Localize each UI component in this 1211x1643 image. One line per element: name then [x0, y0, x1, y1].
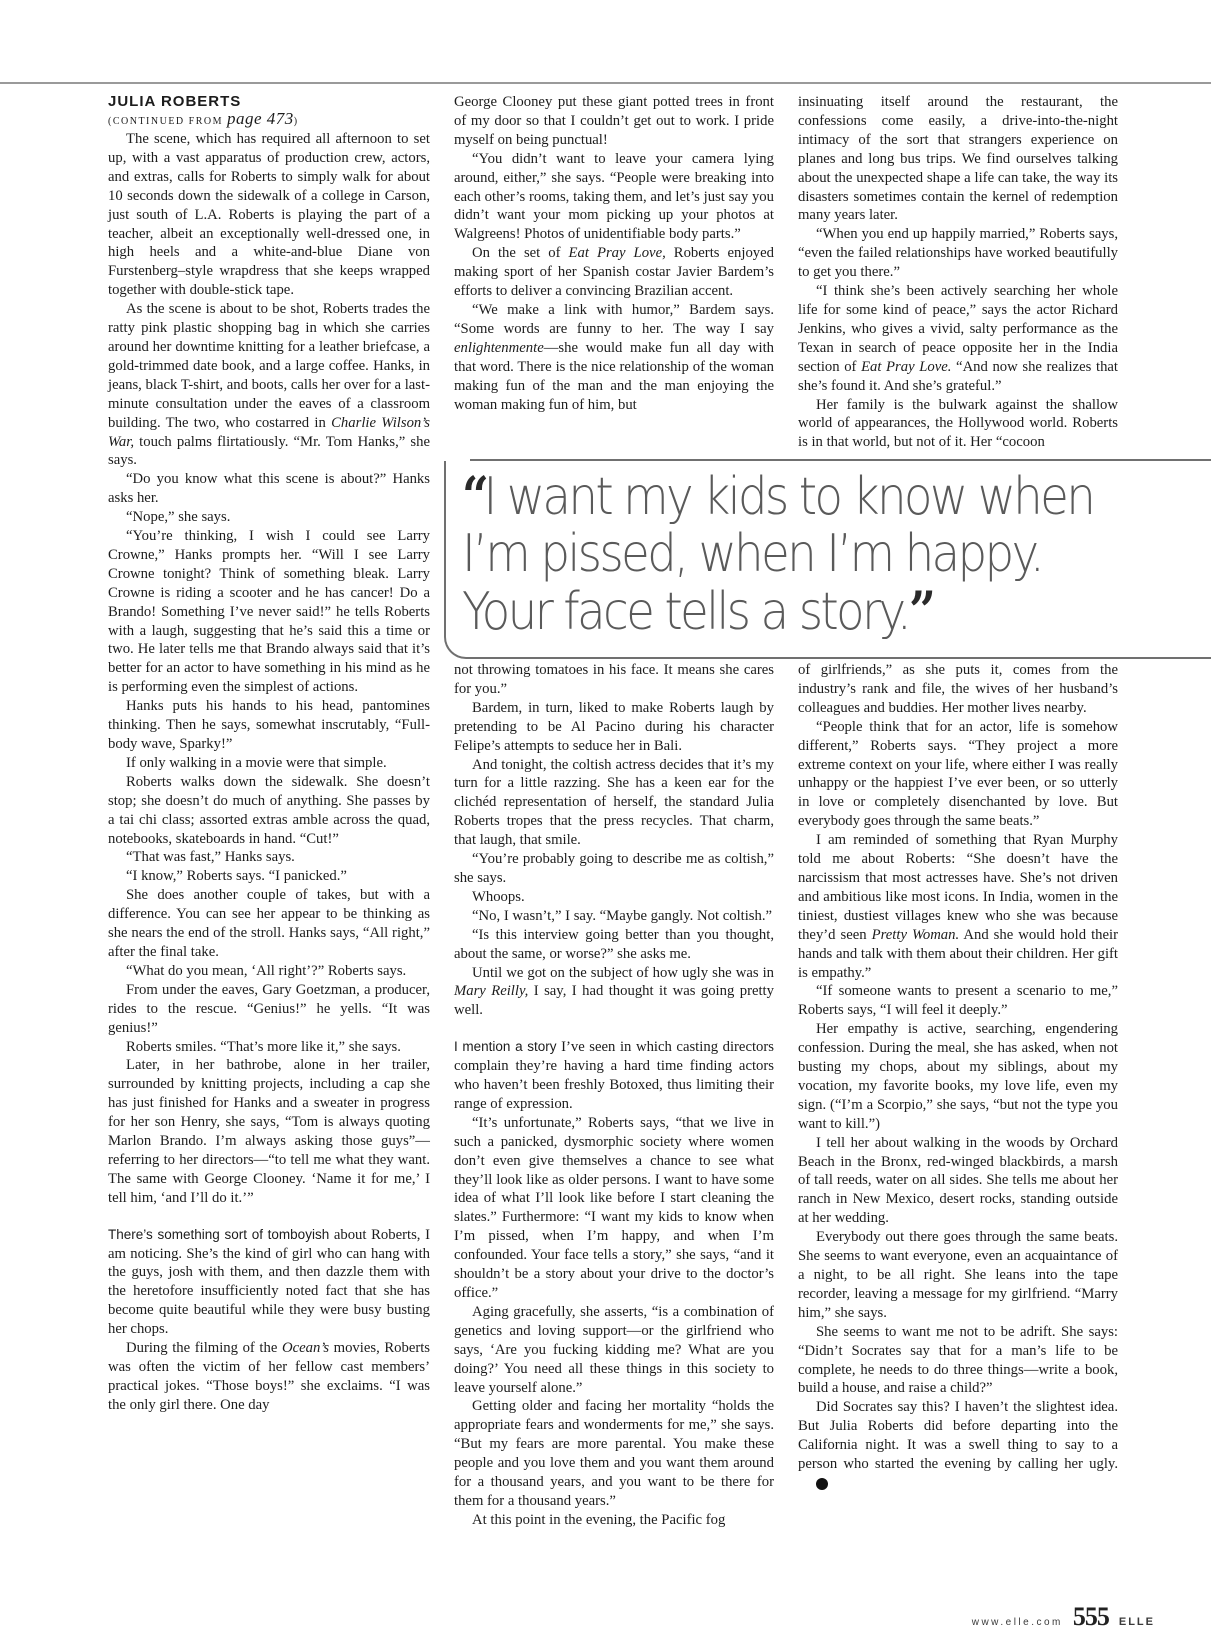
- paragraph: “That was fast,” Hanks says.: [126, 849, 295, 866]
- paragraph: She seems to want me not to be adrift. She says: “Didn’t Socrates say that for a man’s life to be complete, he needs to do three things—write a book, build a house, and raise a child?”: [798, 1323, 1118, 1397]
- paragraph: Getting older and facing her mortality “holds the appropriate fears and wonderments for me,” she says. “But my fears are more parental. You make these people and you love them and you want them around for a thousand years, and you want to be there for them for a thousand years.”: [454, 1398, 774, 1509]
- paragraph: insinuating itself around the restaurant, the confessions come easily, a drive-into-the-night intimacy of the sort that strangers experience on planes and long bus trips. We find ourselves talking about the unexpected shape a life can take, the way its disasters sometimes contain the kernel of redemption many years later.: [798, 94, 1118, 224]
- paragraph: “You didn’t want to leave your camera lying around, either,” she says. “People were breaking into each other’s rooms, taking them, and let’s just say you didn’t want your mom picking up your photos at Walgreens! Photos of unidentifiable body parts.”: [454, 150, 774, 243]
- paragraph: Roberts smiles. “That’s more like it,” she says.: [126, 1038, 401, 1055]
- paragraph: If only walking in a movie were that simple.: [126, 754, 387, 771]
- continued-from-line: (CONTINUED FROM page 473): [108, 109, 299, 128]
- paragraph: Did Socrates say this? I haven’t the slightest idea. But Julia Roberts did before departing into the California night. It was a swell thing to say to a person who started the evening by calling her ugly.: [798, 1398, 1118, 1493]
- story-name-header: JULIA ROBERTS: [108, 93, 242, 110]
- paragraph: She does another couple of takes, but with a difference. You can see her appear to be thinking as she nears the end of the stroll. Hanks says, “All right,” after the final take.: [108, 887, 430, 960]
- paragraph: From under the eaves, Gary Goetzman, a producer, rides to the rescue. “Genius!” he yells. “It was genius!”: [108, 981, 430, 1036]
- section-lead-in: There’s something sort of tomboyish: [108, 1226, 330, 1242]
- paragraph: “You’re thinking, I wish I could see Larry Crowne,” Hanks prompts her. “Will I see Larry Crowne tonight? Think of something bleak. Larry Crowne is riding a scooter and he has cancer! Do a Brando! Something I’ve never said!” he tells Roberts with a laugh, suggesting that he’s said this a time or two. He later tells me that Brando always said that it’s better for an actor to have something in his mind as he is performing even the simplest of actions.: [108, 528, 430, 696]
- paragraph: Her empathy is active, searching, engendering confession. During the meal, she has asked, when not busting my chops, about my siblings, about my vocation, my favorite books, my love life, even my sign. (“I’m a Scorpio,” she says, “but not the type you want to kill.”): [798, 1021, 1118, 1132]
- paragraph: I tell her about walking in the woods by Orchard Beach in the Bronx, red-winged blackbirds, a marsh of tall reeds, water on all sides. She tells me about her ranch in New Mexico, desert rocks, standing outside at her wedding.: [798, 1134, 1118, 1227]
- paragraph: Everybody out there goes through the same beats. She seems to want everyone, even an acquaintance of a night, to be all right. She leans into the tape recorder, leaving a message for my girlfriend. “Marry him,” she says.: [798, 1229, 1118, 1321]
- section-lead-in: I mention a story: [454, 1039, 557, 1055]
- paragraph: “Is this interview going better than you thought, about the same, or worse?” she asks me.: [454, 926, 774, 962]
- paragraph: “If someone wants to present a scenario to me,” Roberts says, “I will feel it deeply.”: [798, 983, 1118, 1019]
- paragraph: Bardem, in turn, liked to make Roberts laugh by pretending to be Al Pacino during his character Felipe’s attempts to seduce her in Bali.: [454, 699, 774, 754]
- paragraph: “People think that for an actor, life is somehow different,” Roberts says. “They project a more extreme context on your life, where either I was really unhappy or the happiest I’ve ever been, or so utterly in love or completely disenchanted by love. But everybody goes through the same beats.”: [798, 718, 1118, 830]
- paragraph: I am reminded of something that Ryan Murphy told me about Roberts: “She doesn’t have the narcissism that most actresses have. She’s not driven and ambitious like most icons. In India, women in the tiniest, dustiest villages knew who she was because they’d seen Pretty Woman. And she would hold their hands and talk with them about their children. Her gift is empathy.”: [798, 832, 1118, 981]
- paragraph: of girlfriends,” as she puts it, comes from the industry’s rank and file, the wives of her husband’s colleagues and buddies. Her mother lives nearby.: [798, 662, 1118, 716]
- close-quote-mark: ”: [909, 581, 931, 642]
- paragraph: “When you end up happily married,” Roberts says, “even the failed relationships have worked beautifully to get you there.”: [798, 226, 1118, 281]
- paragraph: The scene, which has required all afternoon to set up, with a vast apparatus of production crew, actors, and extras, calls for Roberts to simply walk for about 10 seconds down the sidewalk of a college in Carson, just south of L.A. Roberts is playing the part of a teacher, albeit an exceptionally well-dressed one, in high heels and a white-and-blue Diane von Furstenberg–style wrapdress that she keeps wrapped together with double-stick tape.: [108, 131, 430, 299]
- website-url: www.elle.com: [971, 1617, 1063, 1628]
- paragraph: “No, I wasn’t,” I say. “Maybe gangly. Not coltish.”: [472, 907, 773, 924]
- paragraph: Until we got on the subject of how ugly she was in Mary Reilly, I say, I had thought it was going pretty well.: [454, 964, 774, 1019]
- paragraph: Whoops.: [472, 888, 525, 905]
- paragraph: Later, in her bathrobe, alone in her trailer, surrounded by knitting projects, including a cap she has just finished for Hanks and a sweater in progress for her son Henry, she says, “Tom is always quoting Marlon Brando. I’m always asking those guys”—referring to her directors—“to tell me what they want. The same with George Clooney. ‘Name it for me,’ I tell him, ‘and I’ll do it.’”: [108, 1057, 430, 1206]
- page-number: 555: [1072, 1602, 1109, 1631]
- open-quote-mark: “: [462, 466, 484, 527]
- top-rule: [0, 82, 1211, 84]
- paragraph: Aging gracefully, she asserts, “is a combination of genetics and loving support—or the girlfriend who says, ‘Are you fucking kidding me? What are you doing?’ You need all these things in this society to leave yourself alone.”: [454, 1303, 774, 1396]
- pull-quote: [462, 468, 1128, 641]
- section-paragraph: I mention a story I’ve seen in which casting directors complain they’re having a hard time finding actors who haven’t been freshly Botoxed, thus limiting their range of expression.: [454, 1039, 774, 1112]
- paragraph: “Nope,” she says.: [126, 509, 231, 526]
- pull-quote-text: I want my kids to know when I’m pissed, when I’m happy. Your face tells a story.: [462, 467, 1094, 642]
- column-2-top: [454, 93, 774, 414]
- paragraph: “I think she’s been actively searching her whole life for some kind of peace,” says the actor Richard Jenkins, who gives a vivid, salty performance as the Texan in search of peace opposite her in the India section of Eat Pray Love. “And now she realizes that she’s found it. And she’s grateful.”: [798, 283, 1119, 394]
- column-3-bottom: [798, 661, 1118, 1493]
- section-paragraph: There’s something sort of tomboyish about Roberts, I am noticing. She’s the kind of girl who can hang with the guys, josh with them, and then dazzle them with the heretofore insufficiently noted fact that she has become quite beautiful while they were busy busting her chops.: [108, 1226, 430, 1338]
- paragraph: As the scene is about to be shot, Roberts trades the ratty pink plastic shopping bag in which she carries around her downtime knitting for a leather briefcase, a gold-trimmed date book, and a large coffee. Hanks, in jeans, black T-shirt, and boots, calls her over for a last-minute consultation under the eaves of a classroom building. The two, who costarred in Charlie Wilson’s War, touch palms flirtatiously. “Mr. Tom Hanks,” she says.: [108, 301, 430, 469]
- column-3-top: [798, 93, 1118, 452]
- paragraph: “Do you know what this scene is about?” Hanks asks her.: [108, 471, 430, 507]
- page-folio: [972, 1602, 1155, 1632]
- paragraph: Hanks puts his hands to his head, pantomines thinking. Then he says, somewhat inscrutably, “Full-body wave, Sparky!”: [108, 698, 430, 752]
- paragraph: “It’s unfortunate,” Roberts says, “that we live in such a panicked, dysmorphic society where women don’t even give themselves a chance to see what they’ll look like as older persons. I want to have some idea of what I’ll look like before I start cleaning the slates.” Furthermore: “I want my kids to know when I’m pissed, when I’m happy, and when I’m confounded. Your face tells a story,” she says, “and it shouldn’t be a story about your drive to the doctor’s office.”: [454, 1114, 774, 1301]
- paragraph: “You’re probably going to describe me as coltish,” she says.: [454, 851, 774, 886]
- paragraph: “We make a link with humor,” Bardem says. “Some words are funny to her. The way I say enlightenmente—she would make fun all day with that word. There is the nice relationship of the woman making fun of the man and the man enjoying the woman making fun of him, but: [454, 301, 774, 413]
- paragraph: Roberts walks down the sidewalk. She doesn’t stop; she doesn’t do much of anything. She passes by a tai chi class; assorted extras amble across the quad, notebooks, skateboards in hand. “Cut!”: [108, 773, 430, 847]
- paragraph: not throwing tomatoes in his face. It means she cares for you.”: [454, 662, 774, 697]
- paragraph: At this point in the evening, the Pacific fog: [472, 1511, 726, 1528]
- column-1: [108, 93, 430, 1415]
- paragraph: George Clooney put these giant potted trees in front of my door so that I couldn’t get out to work. I pride myself on being punctual!: [454, 94, 774, 148]
- paragraph: And tonight, the coltish actress decides that it’s my turn for a little razzing. She has a keen ear for the clichéd representation of herself, the standard Julia Roberts tropes that the press recycles. That charm, that laugh, that smile.: [454, 756, 774, 849]
- paragraph: “I know,” Roberts says. “I panicked.”: [126, 868, 347, 885]
- paragraph: Her family is the bulwark against the shallow world of appearances, the Hollywood world. Roberts is in that world, but not of it. Her “cocoon: [798, 396, 1118, 451]
- magazine-name: ELLE: [1118, 1616, 1155, 1628]
- paragraph: On the set of Eat Pray Love, Roberts enjoyed making sport of her Spanish costar Javier Bardem’s efforts to deliver a convincing Brazilian accent.: [454, 245, 775, 300]
- column-2-bottom: [454, 661, 774, 1530]
- paragraph: During the filming of the Ocean’s movies, Roberts was often the victim of her fellow cast members’ practical jokes. “Those boys!” she exclaims. “I was the only girl there. One day: [108, 1340, 431, 1413]
- paragraph: “What do you mean, ‘All right’?” Roberts says.: [126, 962, 407, 979]
- end-mark-icon: [816, 1478, 828, 1490]
